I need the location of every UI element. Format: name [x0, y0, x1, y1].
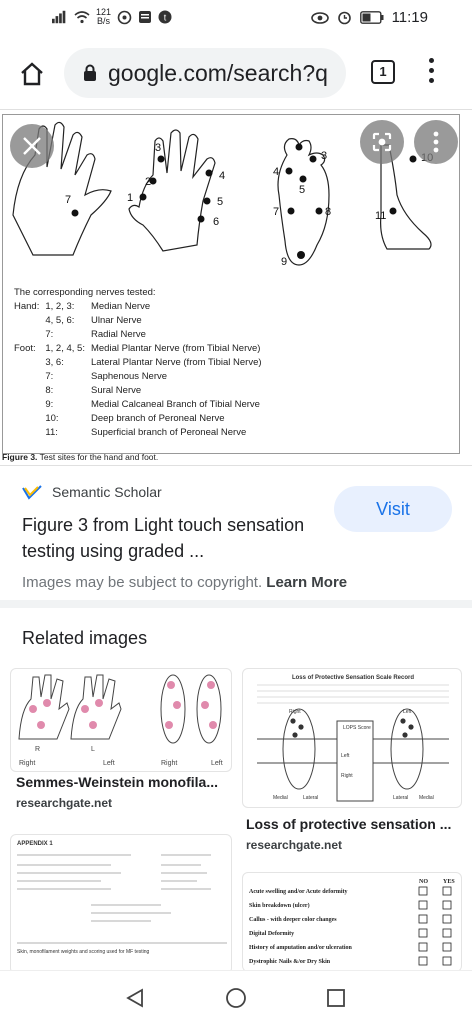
- nerve-group: [14, 328, 45, 342]
- thumb-label: L: [91, 746, 95, 753]
- related-heading: Related images: [22, 628, 148, 648]
- thumb-label: Lateral: [303, 795, 319, 801]
- thumb-label: Left: [103, 760, 115, 767]
- nerve-row: [14, 300, 268, 314]
- point-label: 5: [299, 184, 306, 196]
- svg-text:t: t: [163, 12, 167, 23]
- nerve-group: Foot:: [14, 343, 36, 354]
- alarm-icon: [337, 10, 352, 25]
- result-source[interactable]: Semantic Scholar: [22, 484, 162, 500]
- overflow-menu-icon[interactable]: [428, 58, 436, 88]
- nerve-row: [14, 370, 268, 384]
- point-label: 4: [273, 166, 280, 178]
- clock: 11:19: [391, 9, 428, 26]
- related-card[interactable]: [0, 608, 236, 808]
- thumb-label: Left: [403, 709, 412, 715]
- recents-icon[interactable]: [325, 987, 347, 1009]
- thumb-label: Acute swelling and/or Acute deformity: [249, 889, 348, 895]
- home-icon[interactable]: [18, 60, 46, 88]
- nerve-nerve: Median Nerve: [90, 301, 151, 312]
- nerve-nerve: Sural Nerve: [90, 385, 142, 396]
- point-label: 7: [273, 206, 280, 218]
- nerve-row: [14, 412, 268, 426]
- nerve-points: 3, 6:: [45, 357, 64, 368]
- nerve-points: 7:: [45, 371, 54, 382]
- image-menu-button[interactable]: [414, 120, 458, 164]
- url-text: google.com/search?q: [108, 60, 328, 86]
- point-label: 2: [145, 176, 152, 188]
- thumb-label: NO: [419, 879, 428, 885]
- nerve-points: 1, 2, 3:: [45, 301, 75, 312]
- nerve-row: [14, 342, 268, 356]
- nerve-points: 11:: [45, 427, 58, 438]
- thumb-label: Dystrophic Nails &/or Dry Skin: [249, 959, 331, 965]
- nerve-points: 10:: [45, 413, 59, 424]
- net-speed: 121 B/s: [96, 7, 112, 26]
- point-label: 6: [213, 216, 220, 228]
- status-bar: [0, 0, 472, 36]
- related-images: [0, 608, 472, 970]
- nerve-nerve: Medial Calcaneal Branch of Tibial Nerve: [90, 399, 260, 410]
- thumb-label: Callus - with deeper color changes: [249, 917, 337, 923]
- nerve-group: [14, 412, 45, 426]
- nerve-group: [14, 398, 45, 412]
- related-thumbnail: [10, 834, 232, 970]
- thumb-label: Skin breakdown (ulcer): [249, 903, 310, 909]
- nerve-group: [14, 370, 45, 384]
- point-label: 1: [127, 192, 134, 204]
- nerve-row: [14, 314, 268, 328]
- nerve-table: [14, 286, 268, 440]
- learn-more-link[interactable]: Learn More: [266, 574, 348, 591]
- more-vert-icon: [414, 120, 458, 164]
- thumb-label: Right: [341, 773, 353, 779]
- back-icon[interactable]: [124, 987, 146, 1009]
- semantic-scholar-icon: [22, 484, 42, 500]
- related-card-site: researchgate.net: [16, 796, 113, 810]
- signal-icon: [52, 10, 68, 24]
- nerve-points: 1, 2, 4, 5:: [45, 343, 85, 354]
- thumb-label: Digital Deformity: [249, 931, 295, 937]
- thumb-label: Right: [289, 709, 301, 715]
- home-nav-icon[interactable]: [225, 987, 247, 1009]
- eye-comfort-icon: [311, 11, 329, 25]
- thumb-label: Left: [211, 760, 223, 767]
- nerve-group: [14, 384, 45, 398]
- lens-button[interactable]: [360, 120, 404, 164]
- related-card-site: researchgate.net: [246, 838, 343, 852]
- nerve-nerve: Deep branch of Peroneal Nerve: [90, 413, 225, 424]
- nerve-points: 7:: [45, 329, 54, 340]
- nerve-group: [14, 314, 45, 328]
- nerve-group: Hand:: [14, 301, 40, 312]
- related-card[interactable]: [0, 826, 236, 970]
- nerve-points: 4, 5, 6:: [45, 315, 75, 326]
- nerve-nerve: Superficial branch of Peroneal Nerve: [90, 427, 247, 438]
- nerve-nerve: Saphenous Nerve: [90, 371, 168, 382]
- address-bar[interactable]: [64, 48, 346, 98]
- figure-caption: Figure 3. Test sites for the hand and foot.: [2, 452, 159, 462]
- related-thumbnail: [10, 668, 232, 772]
- point-label: 11: [375, 210, 387, 222]
- nerve-nerve: Radial Nerve: [90, 329, 146, 340]
- point-label: 8: [325, 206, 332, 218]
- thumb-label: Medial: [419, 795, 434, 801]
- point-label: 5: [217, 196, 224, 208]
- related-card[interactable]: [236, 608, 472, 858]
- lock-icon: [82, 64, 98, 82]
- copyright-notice: Images may be subject to copyright. Learn More: [22, 574, 348, 591]
- related-card-title: Semmes-Weinstein monofila...: [16, 774, 219, 790]
- nerve-row: [14, 398, 268, 412]
- nerve-points: 8:: [45, 385, 54, 396]
- thumb-label: History of amputation and/or ulceration: [249, 945, 352, 951]
- thumb-footer: Skin, monofilament weights and scoring used for MF testing: [17, 949, 150, 955]
- nerve-points: 9:: [45, 399, 54, 410]
- nerve-row: [14, 328, 268, 342]
- point-label: 3: [321, 150, 328, 162]
- nerve-nerve: Medial Plantar Nerve (from Tibial Nerve): [90, 343, 261, 354]
- nerve-nerve: Lateral Plantar Nerve (from Tibial Nerve): [90, 357, 262, 368]
- google-lens-icon: [360, 120, 404, 164]
- close-button[interactable]: [10, 124, 54, 168]
- thumb-label: LOPS Score: [343, 725, 371, 731]
- point-label: 7: [65, 194, 72, 206]
- thumb-label: Left: [341, 753, 350, 759]
- news-icon: [138, 10, 152, 24]
- close-icon: [10, 124, 54, 168]
- system-navigation-bar: [0, 970, 472, 1024]
- related-card-title: Loss of protective sensation ...: [246, 816, 452, 832]
- thumb-label: Right: [19, 760, 36, 767]
- nerve-group: [14, 356, 45, 370]
- nerve-nerve: Ulnar Nerve: [90, 315, 142, 326]
- thumb-label: YES: [443, 879, 455, 885]
- thumb-label: Medial: [273, 795, 288, 801]
- nerve-row: [14, 426, 268, 440]
- result-title[interactable]: Figure 3 from Light touch sensation testing using graded ...: [22, 515, 305, 561]
- result-details: [0, 466, 472, 608]
- app-notification-icon: [158, 10, 172, 24]
- thumb-label: Right: [161, 760, 178, 767]
- nerve-row: [14, 356, 268, 370]
- wifi-icon: [74, 10, 90, 24]
- point-label: 3: [155, 142, 162, 154]
- point-label: 4: [219, 170, 226, 182]
- browser-toolbar: [0, 36, 472, 110]
- thumb-heading: APPENDIX 1: [17, 841, 53, 847]
- thumb-heading: Loss of Protective Sensation Scale Record: [291, 675, 415, 681]
- related-card[interactable]: [236, 866, 472, 970]
- whatsapp-icon: [117, 10, 132, 25]
- nerve-group: [14, 426, 45, 440]
- result-image[interactable]: [0, 110, 472, 466]
- tab-switcher-button[interactable]: 1: [371, 60, 395, 84]
- thumb-label: R: [35, 746, 41, 753]
- thumb-label: Lateral: [393, 795, 409, 801]
- related-thumbnail: [242, 668, 462, 808]
- visit-button[interactable]: Visit: [334, 486, 452, 532]
- related-thumbnail: [242, 872, 462, 970]
- nerve-row: [14, 384, 268, 398]
- point-label: 9: [281, 256, 288, 268]
- battery-icon: [360, 11, 384, 24]
- nerve-table-heading: The corresponding nerves tested:: [14, 287, 156, 298]
